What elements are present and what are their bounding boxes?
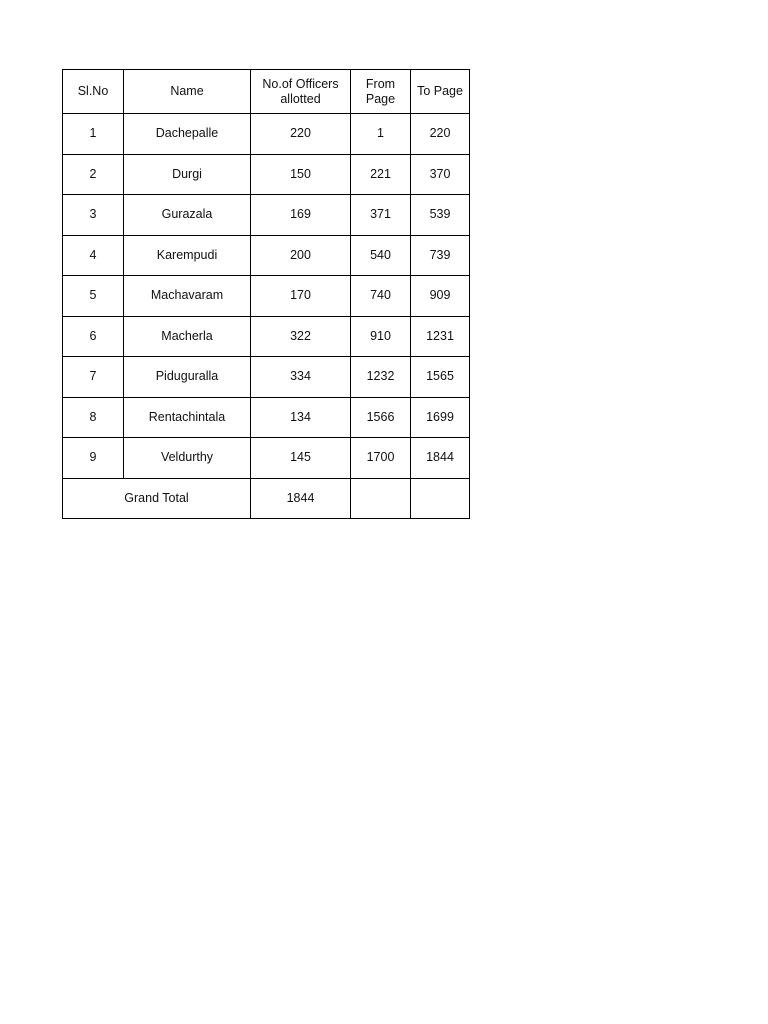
cell-officers: 169 [251,195,351,236]
cell-from-page: 1232 [351,357,411,398]
cell-name: Rentachintala [124,397,251,438]
grand-total-label: Grand Total [63,478,251,519]
cell-officers: 200 [251,235,351,276]
grand-total-to-page-empty [411,478,470,519]
table-row [63,397,470,438]
cell-sl-no: 3 [63,195,124,236]
cell-officers: 150 [251,154,351,195]
cell-name: Dachepalle [124,114,251,155]
header-to-page: To Page [411,70,470,114]
table-row [63,114,470,155]
cell-to-page: 909 [411,276,470,317]
cell-from-page: 1 [351,114,411,155]
table-row [63,357,470,398]
cell-from-page: 1566 [351,397,411,438]
cell-to-page: 1565 [411,357,470,398]
cell-to-page: 1844 [411,438,470,479]
cell-sl-no: 4 [63,235,124,276]
cell-sl-no: 8 [63,397,124,438]
header-from-page: From Page [351,70,411,114]
cell-to-page: 1231 [411,316,470,357]
header-name: Name [124,70,251,114]
cell-from-page: 371 [351,195,411,236]
cell-sl-no: 1 [63,114,124,155]
cell-officers: 220 [251,114,351,155]
cell-name: Durgi [124,154,251,195]
table-row [63,276,470,317]
cell-from-page: 540 [351,235,411,276]
table-row [63,154,470,195]
cell-officers: 334 [251,357,351,398]
cell-officers: 134 [251,397,351,438]
cell-officers: 322 [251,316,351,357]
cell-name: Machavaram [124,276,251,317]
cell-name: Gurazala [124,195,251,236]
cell-name: Veldurthy [124,438,251,479]
cell-officers: 145 [251,438,351,479]
cell-to-page: 1699 [411,397,470,438]
cell-from-page: 221 [351,154,411,195]
cell-officers: 170 [251,276,351,317]
table-row [63,316,470,357]
cell-to-page: 220 [411,114,470,155]
cell-name: Karempudi [124,235,251,276]
header-sl-no: Sl.No [63,70,124,114]
cell-from-page: 1700 [351,438,411,479]
cell-to-page: 539 [411,195,470,236]
allotment-table [62,69,470,519]
cell-name: Macherla [124,316,251,357]
header-officers: No.of Officers allotted [251,70,351,114]
grand-total-row [63,478,470,519]
table-row [63,438,470,479]
cell-name: Piduguralla [124,357,251,398]
grand-total-from-page-empty [351,478,411,519]
table-row [63,195,470,236]
cell-from-page: 910 [351,316,411,357]
cell-to-page: 739 [411,235,470,276]
cell-to-page: 370 [411,154,470,195]
cell-sl-no: 9 [63,438,124,479]
cell-sl-no: 5 [63,276,124,317]
cell-sl-no: 2 [63,154,124,195]
header-row [63,70,470,114]
table-row [63,235,470,276]
cell-from-page: 740 [351,276,411,317]
cell-sl-no: 7 [63,357,124,398]
cell-sl-no: 6 [63,316,124,357]
grand-total-officers: 1844 [251,478,351,519]
